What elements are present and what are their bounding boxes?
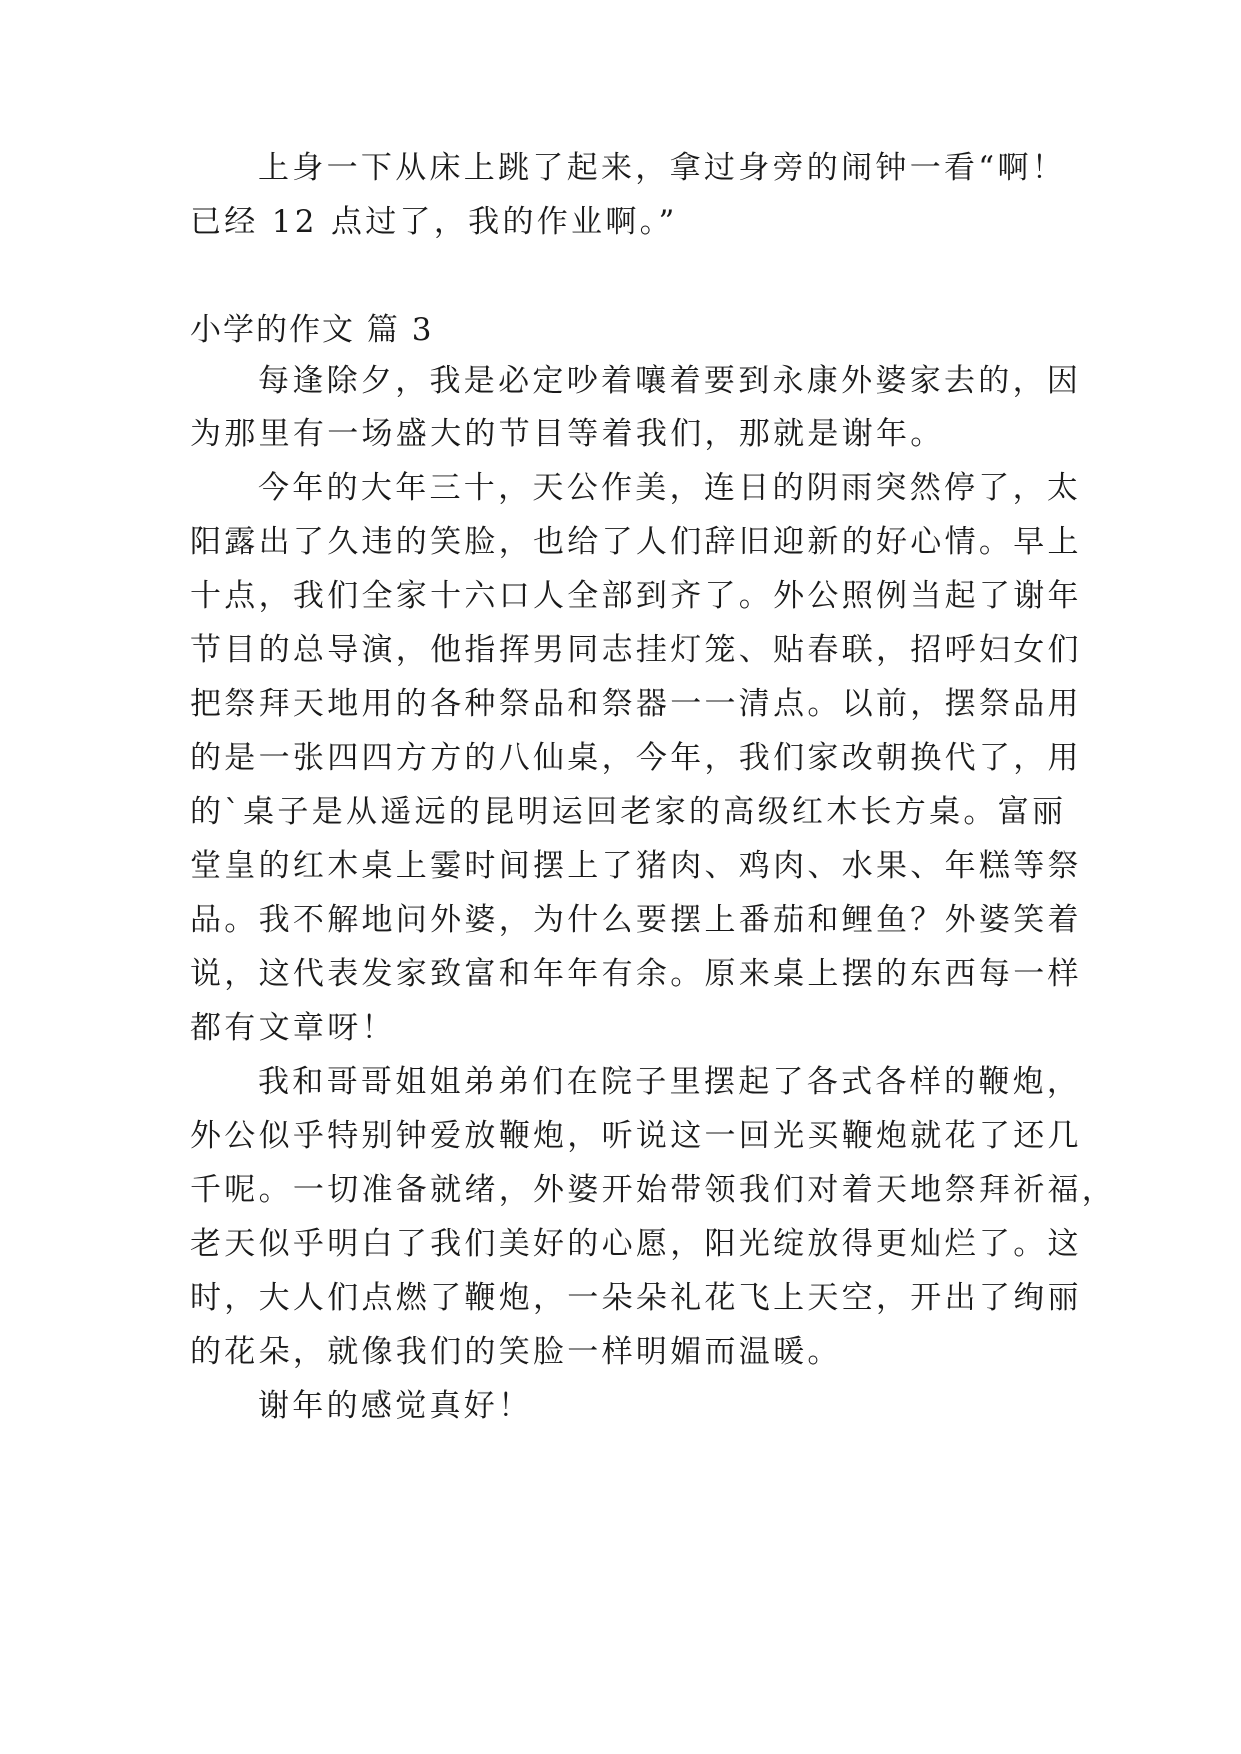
text-line: 的`桌子是从遥远的昆明运回老家的高级红木长方桌。富丽 xyxy=(190,794,1067,830)
text-line: 说，这代表发家致富和年年有余。原来桌上摆的东西每一样 xyxy=(190,956,1082,992)
text-line: 千呢。一切准备就绪，外婆开始带领我们对着天地祭拜祈福， xyxy=(190,1172,1117,1208)
text-line: 都有文章呀！ xyxy=(190,1010,396,1046)
text-line: 为那里有一场盛大的节目等着我们，那就是谢年。 xyxy=(190,416,945,452)
text-line: 上身一下从床上跳了起来，拿过身旁的闹钟一看“啊！ xyxy=(258,150,1067,186)
text-line: 把祭拜天地用的各种祭品和祭器一一清点。以前，摆祭品用 xyxy=(190,686,1082,722)
text-line: 堂皇的红木桌上霎时间摆上了猪肉、鸡肉、水果、年糕等祭 xyxy=(190,848,1082,884)
text-line: 外公似乎特别钟爱放鞭炮，听说这一回光买鞭炮就花了还几 xyxy=(190,1118,1082,1154)
text-line: 老天似乎明白了我们美好的心愿，阳光绽放得更灿烂了。这 xyxy=(190,1226,1082,1262)
text-line: 阳露出了久违的笑脸，也给了人们辞旧迎新的好心情。早上 xyxy=(190,524,1082,560)
text-line: 的是一张四四方方的八仙桌，今年，我们家改朝换代了，用 xyxy=(190,740,1082,776)
text-line: 谢年的感觉真好！ xyxy=(258,1388,533,1424)
text-line: 时，大人们点燃了鞭炮，一朵朵礼花飞上天空，开出了绚丽 xyxy=(190,1280,1082,1316)
text-line: 每逢除夕，我是必定吵着嚷着要到永康外婆家去的，因 xyxy=(258,363,1082,399)
text-line: 我和哥哥姐姐弟弟们在院子里摆起了各式各样的鞭炮， xyxy=(258,1064,1082,1100)
text-line: 品。我不解地问外婆，为什么要摆上番茄和鲤鱼？外婆笑着 xyxy=(190,902,1082,938)
text-line: 节目的总导演，他指挥男同志挂灯笼、贴春联，招呼妇女们 xyxy=(190,632,1082,668)
text-line: 十点，我们全家十六口人全部到齐了。外公照例当起了谢年 xyxy=(190,578,1082,614)
section-heading: 小学的作文 篇 3 xyxy=(190,312,434,348)
text-line: 今年的大年三十，天公作美，连日的阴雨突然停了，太 xyxy=(258,470,1082,506)
text-line: 的花朵，就像我们的笑脸一样明媚而温暖。 xyxy=(190,1334,842,1370)
text-line: 已经 12 点过了，我的作业啊。” xyxy=(190,204,678,240)
